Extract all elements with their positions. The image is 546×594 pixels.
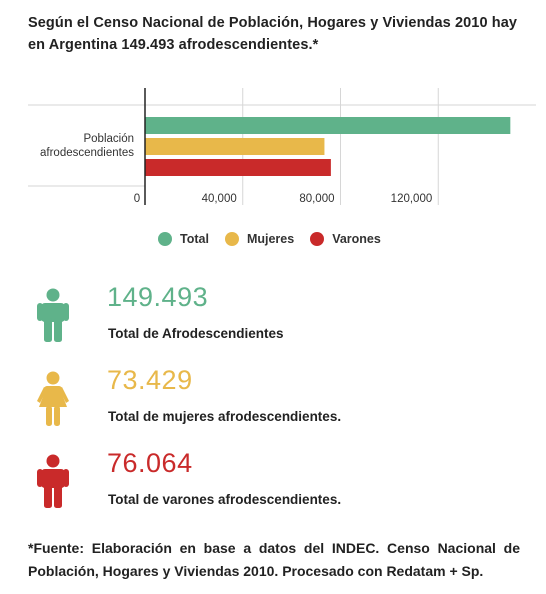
x-tick-label: 120,000 bbox=[390, 193, 433, 205]
stat-varones bbox=[0, 448, 546, 524]
stat-varones-label: Total de varones afrodescendientes. bbox=[108, 492, 342, 507]
bar-chart bbox=[0, 0, 546, 230]
legend-label-varones: Varones bbox=[332, 232, 381, 246]
stat-total bbox=[0, 282, 546, 358]
legend-item-mujeres[interactable] bbox=[225, 232, 294, 246]
legend-label-total: Total bbox=[180, 232, 209, 246]
chart-legend bbox=[158, 232, 397, 246]
woman-icon bbox=[36, 371, 70, 427]
stat-total-value: 149.493 bbox=[107, 282, 209, 312]
legend-swatch-total bbox=[158, 232, 172, 246]
man-icon bbox=[36, 454, 70, 510]
footnote: *Fuente: Elaboración en base a datos del INDEC. Censo Nacional de Población, Hogares y Viviendas 2010. Procesado con Redatam + Sp. bbox=[28, 540, 520, 579]
intro-text: Según el Censo Nacional de Población, Hogares y Viviendas 2010 hay en Argentina 149.493 afrodescendientes.* bbox=[28, 15, 518, 53]
legend-item-total[interactable] bbox=[158, 232, 209, 246]
legend-item-varones[interactable] bbox=[310, 232, 381, 246]
legend-swatch-mujeres bbox=[225, 232, 239, 246]
x-tick-label: 40,000 bbox=[201, 193, 237, 205]
legend-label-mujeres: Mujeres bbox=[246, 232, 295, 246]
stat-total-label: Total de Afrodescendientes bbox=[108, 326, 284, 341]
legend-swatch-varones bbox=[310, 232, 324, 246]
bar-mujeres bbox=[145, 138, 324, 155]
stat-mujeres-value: 73.429 bbox=[107, 365, 193, 395]
stat-mujeres bbox=[0, 365, 546, 441]
person-icon bbox=[36, 288, 70, 344]
stat-varones-value: 76.064 bbox=[107, 448, 193, 478]
category-label: afrodescendientes bbox=[40, 147, 134, 159]
bar-total bbox=[145, 117, 510, 134]
bar-varones bbox=[145, 159, 331, 176]
category-label: Población bbox=[83, 133, 134, 145]
x-tick-label: 80,000 bbox=[299, 193, 335, 205]
stat-mujeres-label: Total de mujeres afrodescendientes. bbox=[108, 409, 342, 424]
x-tick-label: 0 bbox=[133, 193, 141, 205]
